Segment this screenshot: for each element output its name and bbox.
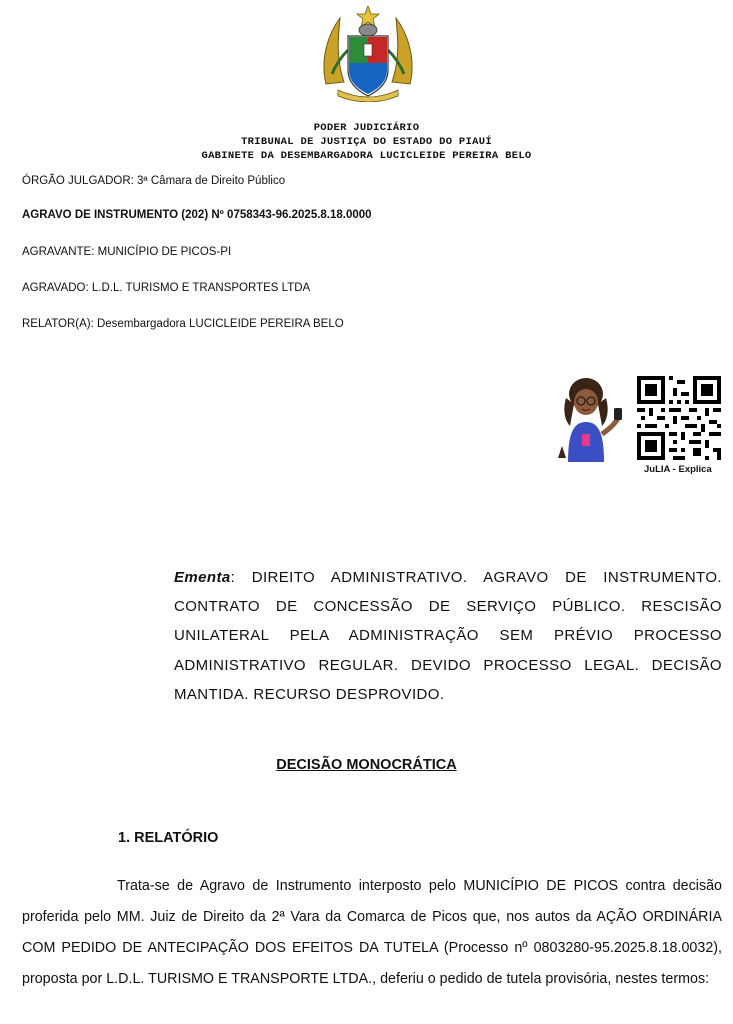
coat-of-arms-icon [318,4,418,102]
header-line-2: TRIBUNAL DE JUSTIÇA DO ESTADO DO PIAUÍ [241,136,492,148]
ementa-label: Ementa [174,569,231,586]
header-line-1: PODER JUDICIÁRIO [313,122,420,134]
report-paragraph-text: Trata-se de Agravo de Instrumento interposto pelo MUNICÍPIO DE PICOS contra decisão proferida pelo MM. Juiz de Direito da 2ª Vara da Comarca de Picos que, nos autos da AÇÃO ORDINÁRIA COM PEDIDO DE ANTECIPAÇÃO DOS EFEITOS DA TUTELA (Processo nº 0803280-95.2025.8.18.0032), proposta por L.D.L. TURISMO E TRANSPORTE LTDA., deferiu o pedido de tutela provisória, nestes termos: [22,878,722,987]
case-number: AGRAVO DE INSTRUMENTO (202) Nº 0758343-96.2025.8.18.0000 [22,209,372,221]
qr-code-icon[interactable] [637,376,721,460]
relator: RELATOR(A): Desembargadora LUCICLEIDE PEREIRA BELO [22,318,344,330]
agravado: AGRAVADO: L.D.L. TURISMO E TRANSPORTES LTDA [22,282,311,294]
report-paragraph [22,871,722,995]
ementa-text: : DIREITO ADMINISTRATIVO. AGRAVO DE INSTRUMENTO. CONTRATO DE CONCESSÃO DE SERVIÇO PÚBLICO. RESCISÃO UNILATERAL PELA ADMINISTRAÇÃO SEM PRÉVIO PROCESSO ADMINISTRATIVO REGULAR. DEVIDO PROCESSO LEGAL. DECISÃO MANTIDA. RECURSO DESPROVIDO. [174,569,722,703]
agravante: AGRAVANTE: MUNICÍPIO DE PICOS-PI [22,246,232,258]
julia-caption[interactable]: JuLIA - Explica [644,464,712,475]
ementa-block [174,563,722,709]
decision-title: DECISÃO MONOCRÁTICA [276,757,457,773]
orgao-julgador: ÓRGÃO JULGADOR: 3ª Câmara de Direito Público [22,175,286,187]
julia-avatar-icon[interactable] [552,374,634,462]
header-line-3: GABINETE DA DESEMBARGADORA LUCICLEIDE PEREIRA BELO [201,150,532,162]
section-heading: 1. RELATÓRIO [118,830,219,846]
